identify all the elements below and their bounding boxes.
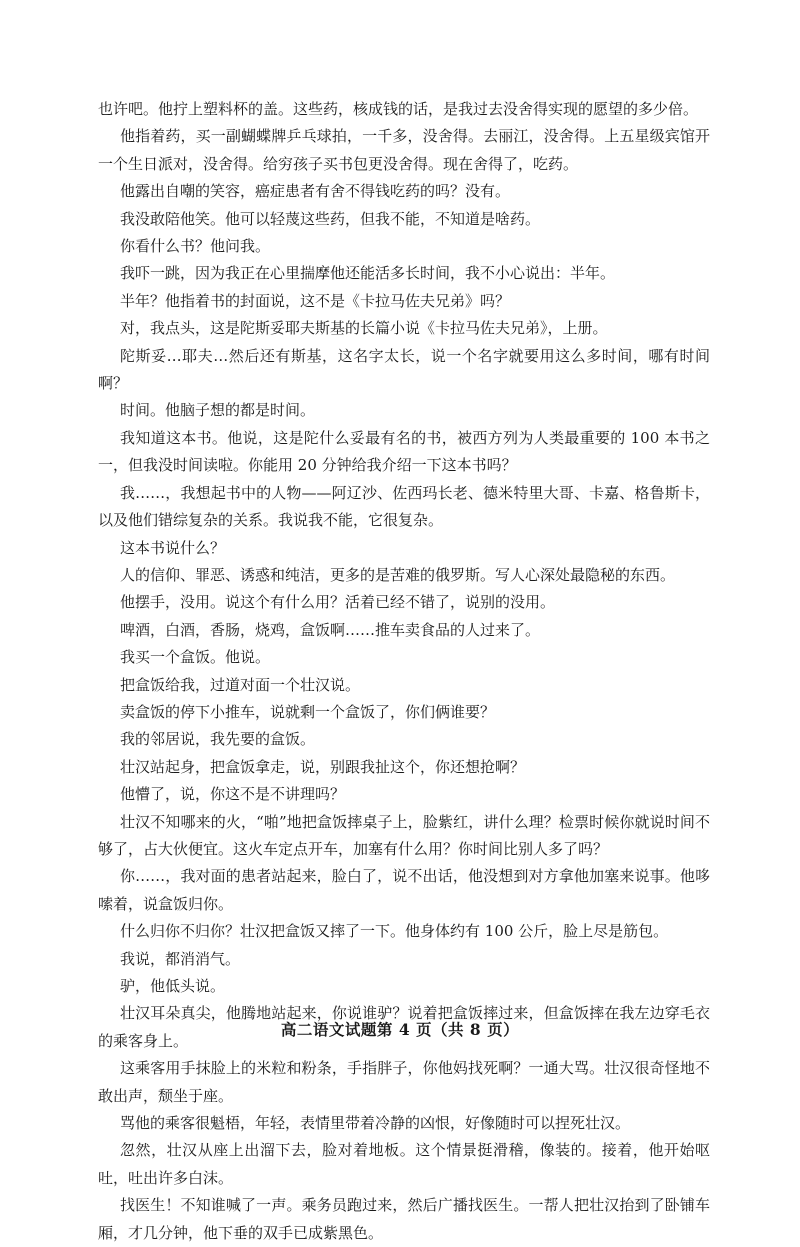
paragraph: 陀斯妥…耶夫…然后还有斯基，这名字太长，说一个名字就要用这么多时间，哪有时间啊？ xyxy=(98,346,710,393)
paragraph: 壮汉不知哪来的火，“啪”地把盒饭摔桌子上，脸紫红，讲什么理？检票时候你就说时间不够了，占大伙便宜。这火车定点开车，加塞有什么用？你时间比别人多了吗？ xyxy=(98,812,710,858)
paragraph: 我的邻居说，我先要的盒饭。 xyxy=(120,730,316,749)
paragraph: 也许吧。他拧上塑料杯的盖。这些药，核成钱的话，是我过去没舍得实现的愿望的多少倍。 xyxy=(98,100,699,118)
paragraph: 我知道这本书。他说，这是陀什么妥最有名的书，被西方列为人类最重要的 100 本书之一，但我没时间读啦。你能用 20 分钟给我介绍一下这本书吗？ xyxy=(98,428,710,475)
article-body xyxy=(98,96,710,1247)
paragraph: 什么归你不归你？壮汉把盒饭又摔了一下。他身体约有 100 公斤，脸上尽是筋包。 xyxy=(120,922,669,941)
paragraph: 我……，我想起书中的人物——阿辽沙、佐西玛长老、德米特里大哥、卡嘉、格鲁斯卡，以及他们错综复杂的关系。我说我不能，它很复杂。 xyxy=(98,483,710,530)
paragraph: 你看什么书？他问我。 xyxy=(120,237,271,256)
paragraph: 啤酒，白酒，香肠，烧鸡，盒饭啊……推车卖食品的人过来了。 xyxy=(120,620,541,639)
paragraph: 我买一个盒饭。他说。 xyxy=(120,648,271,667)
paragraph: 忽然，壮汉从座上出溜下去，脸对着地板。这个情景挺滑稽，像装的。接着，他开始呕吐，吐出许多白沫。 xyxy=(98,1141,710,1187)
paragraph: 他摆手，没用。说这个有什么用？活着已经不错了，说别的没用。 xyxy=(120,593,556,612)
paragraph: 他露出自嘲的笑容，癌症患者有舍不得钱吃药的吗？没有。 xyxy=(120,182,511,201)
paragraph: 时间。他脑子想的都是时间。 xyxy=(120,401,316,420)
paragraph: 半年？他指着书的封面说，这不是《卡拉马佐夫兄弟》吗？ xyxy=(120,291,511,310)
paragraph: 这乘客用手抹脸上的米粒和粉条，手指胖子，你他妈找死啊？一通大骂。壮汉很奇怪地不敢出声，颓坐于座。 xyxy=(98,1059,710,1105)
paragraph: 这本书说什么？ xyxy=(120,538,226,557)
paragraph: 对，我点头，这是陀斯妥耶夫斯基的长篇小说《卡拉马佐夫兄弟》，上册。 xyxy=(120,319,608,338)
paragraph: 人的信仰、罪恶、诱惑和纯洁，更多的是苦难的俄罗斯。写人心深处最隐秘的东西。 xyxy=(120,565,676,584)
paragraph: 骂他的乘客很魁梧，年轻，表情里带着冷静的凶恨，好像随时可以捏死壮汉。 xyxy=(120,1114,631,1133)
paragraph: 你……，我对面的患者站起来，脸白了，说不出话，他没想到对方拿他加塞来说事。他哆嗦着，说盒饭归你。 xyxy=(98,867,710,913)
paragraph: 把盒饭给我，过道对面一个壮汉说。 xyxy=(120,675,361,694)
paragraph: 壮汉站起身，把盒饭拿走，说，别跟我扯这个，你还想抢啊？ xyxy=(120,757,526,776)
paragraph: 我没敢陪他笑。他可以轻蔑这些药，但我不能，不知道是啥药。 xyxy=(120,209,541,228)
paragraph: 找医生！不知谁喊了一声。乘务员跑过来，然后广播找医生。一帮人把壮汉抬到了卧铺车厢，才几分钟，他下垂的双手已成紫黑色。 xyxy=(98,1196,710,1242)
paragraph: 他懵了，说，你这不是不讲理吗？ xyxy=(120,785,346,804)
page-footer: 高二语文试题第 4 页（共 8 页） xyxy=(280,1020,520,1039)
paragraph: 卖盒饭的停下小推车，说就剩一个盒饭了，你们俩谁要？ xyxy=(120,702,496,721)
paragraph: 我吓一跳，因为我正在心里揣摩他还能活多长时间，我不小心说出：半年。 xyxy=(120,264,616,283)
paragraph: 我说，都消消气。 xyxy=(120,949,241,968)
paragraph: 他指着药，买一副蝴蝶牌乒乓球拍，一千多，没舍得。去丽江，没舍得。上五星级宾馆开一个生日派对，没舍得。给穷孩子买书包更没舍得。现在舍得了，吃药。 xyxy=(98,127,710,173)
paragraph: 驴，他低头说。 xyxy=(120,977,226,995)
paragraph: 壮汉耳朵真尖，他腾地站起来，你说谁驴？说着把盒饭摔过来，但盒饭摔在我左边穿毛衣的乘客身上。 xyxy=(98,1004,710,1050)
